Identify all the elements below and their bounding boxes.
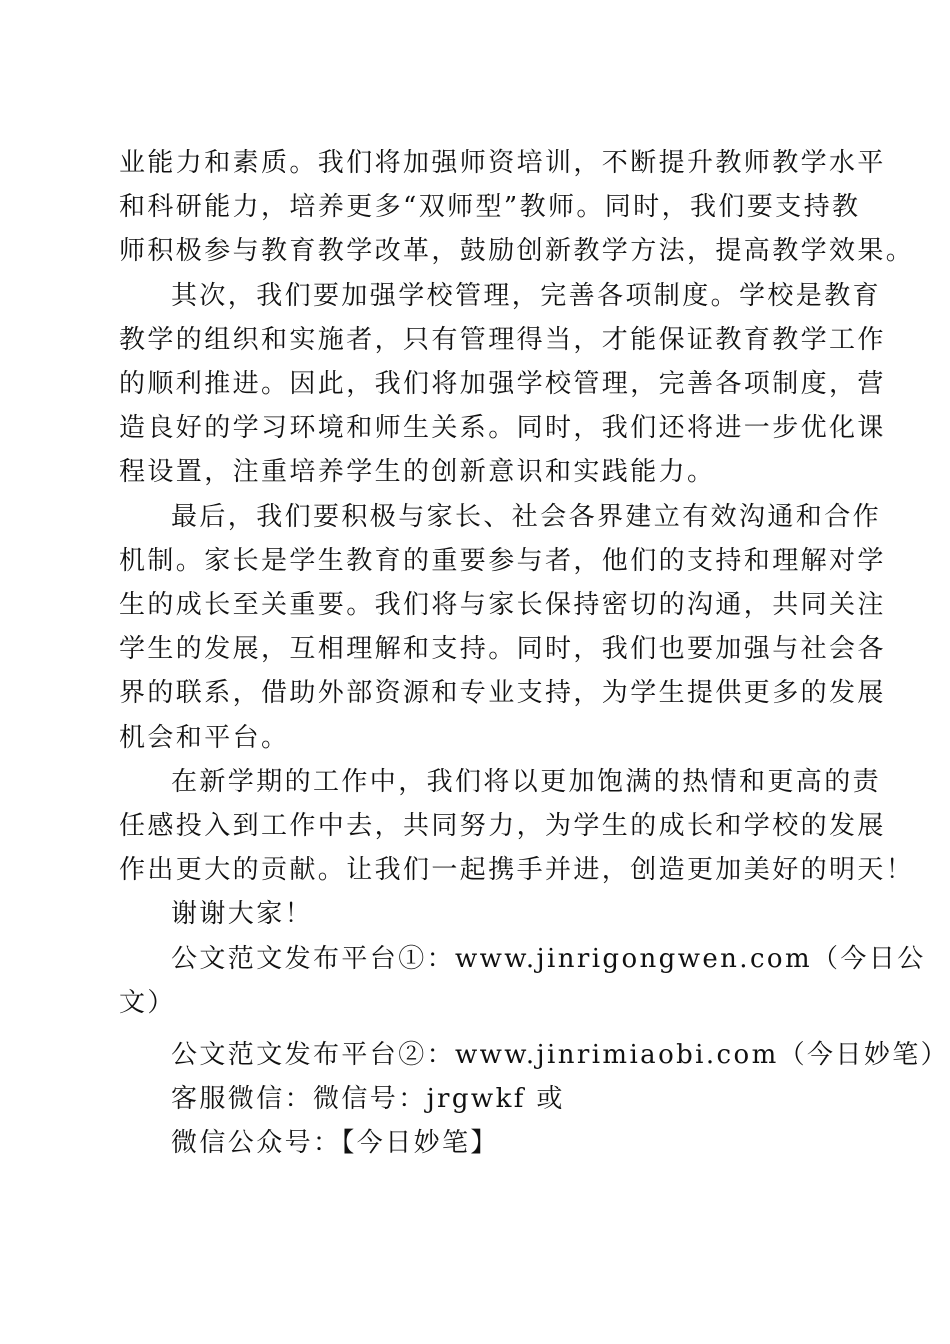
paragraph-teacher-training: [119, 141, 915, 274]
text-line: 作出更大的贡献。让我们一起携手并进，创造更加美好的明天！: [119, 855, 915, 886]
text-line: 任感投入到工作中去，共同努力，为学生的成长和学校的发展: [119, 811, 886, 842]
text-line: 在新学期的工作中，我们将以更加饱满的热情和更高的责: [171, 766, 882, 797]
platform-1-line-1: 公文范文发布平台①：www.jinrigongwen.com（今日公: [171, 943, 926, 974]
text-line: 程设置，注重培养学生的创新意识和实践能力。: [119, 457, 716, 488]
text-line: 业能力和素质。我们将加强师资培训，不断提升教师教学水平: [119, 148, 886, 178]
text-line: 机会和平台。: [119, 722, 290, 753]
text-line: 最后，我们要积极与家长、社会各界建立有效沟通和合作: [171, 501, 882, 532]
paragraph-school-management: [119, 274, 886, 495]
text-line: 界的联系，借助外部资源和专业支持，为学生提供更多的发展: [119, 678, 886, 709]
paragraph-new-semester: [119, 760, 915, 893]
text-line: 其次，我们要加强学校管理，完善各项制度。学校是教育: [171, 280, 882, 311]
text-line: 的顺利推进。因此，我们将加强学校管理，完善各项制度，营: [119, 369, 886, 400]
service-wechat: 客服微信：微信号：jrgwkf 或: [171, 1084, 565, 1115]
text-line: 机制。家长是学生教育的重要参与者，他们的支持和理解对学: [119, 545, 886, 576]
paragraph-parent-communication: [119, 495, 886, 760]
text-line: 造良好的学习环境和师生关系。同时，我们还将进一步优化课: [119, 413, 886, 444]
text-line: 师积极参与教育教学改革，鼓励创新教学方法，提高教学效果。: [119, 236, 915, 267]
closing-thanks: 谢谢大家！: [171, 899, 314, 930]
text-line: 学生的发展，互相理解和支持。同时，我们也要加强与社会各: [119, 634, 886, 665]
text-line: 和科研能力，培养更多“双师型”教师。同时，我们要支持教: [119, 192, 861, 223]
text-line: 教学的组织和实施者，只有管理得当，才能保证教育教学工作: [119, 324, 886, 355]
official-account: 微信公众号：【今日妙笔】: [171, 1128, 499, 1159]
text-line: 生的成长至关重要。我们将与家长保持密切的沟通，共同关注: [119, 590, 886, 621]
platform-1-line-2: 文）: [119, 987, 176, 1018]
document-body: [119, 141, 950, 1166]
platform-2: 公文范文发布平台②：www.jinrimiaobi.com（今日妙笔）: [171, 1040, 950, 1071]
